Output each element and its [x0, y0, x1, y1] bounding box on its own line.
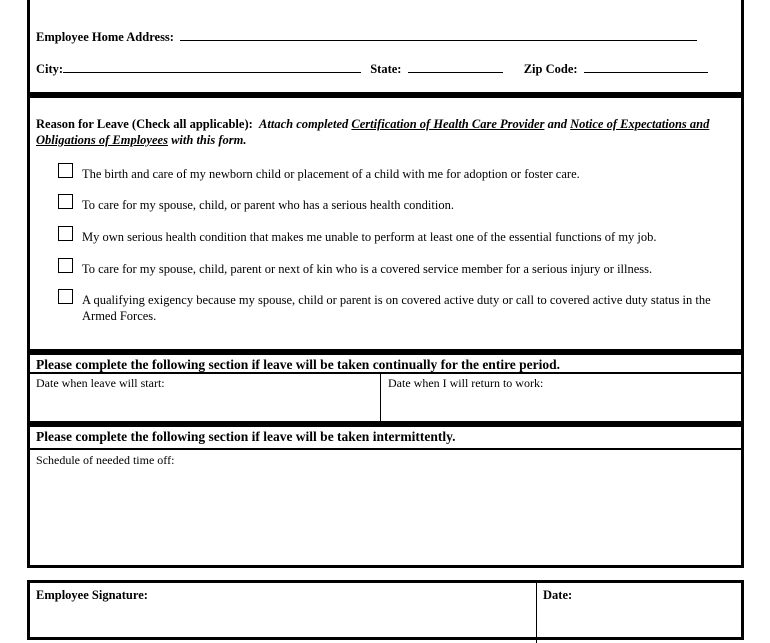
city-label: City:: [36, 62, 64, 76]
option-label: To care for my spouse, child, parent or next of kin who is a covered service member for a serious injury or illness.: [82, 262, 653, 276]
intermittent-section: [27, 424, 744, 568]
option-label: The birth and care of my newborn child or placement of a child with me for adoption or foster care.: [82, 167, 580, 181]
home-address-field[interactable]: [180, 29, 697, 41]
signature-date-label: Date:: [543, 588, 573, 602]
intermittent-divider: [30, 448, 741, 450]
address-section: [27, 0, 744, 95]
checkbox-service-member[interactable]: [58, 258, 73, 273]
checkbox-own-health[interactable]: [58, 226, 73, 241]
signature-label: Employee Signature:: [36, 588, 148, 602]
intermittent-heading: Please complete the following section if leave will be taken intermittently.: [36, 429, 456, 444]
continual-section: [27, 352, 744, 424]
option-label: To care for my spouse, child, or parent who has a serious health condition.: [82, 198, 454, 212]
schedule-label: Schedule of needed time off:: [36, 453, 175, 467]
checkbox-birth[interactable]: [58, 163, 73, 178]
city-field[interactable]: [63, 61, 361, 73]
signature-section: [27, 580, 744, 640]
attach-prefix: Attach completed: [259, 117, 349, 131]
and-word: and: [547, 117, 568, 131]
signature-column-divider: [536, 583, 537, 643]
continual-divider: [30, 372, 741, 374]
home-address-label: Employee Home Address:: [36, 30, 174, 44]
checkbox-family-care[interactable]: [58, 194, 73, 209]
leave-start-label: Date when leave will start:: [36, 376, 165, 390]
certification-link[interactable]: Certification of Health Care Provider: [351, 117, 545, 131]
notice-link[interactable]: Notice of Expectations and Obligations of Employees: [36, 117, 710, 147]
home-address-row: [36, 29, 697, 45]
zip-field[interactable]: [584, 61, 708, 73]
reason-section: [27, 95, 744, 352]
city-row: [36, 61, 708, 77]
reason-heading: [36, 116, 736, 148]
state-label: State:: [370, 62, 402, 76]
state-field[interactable]: [408, 61, 503, 73]
option-label: A qualifying exigency because my spouse, child or parent is on covered active duty or call to covered active duty status in the Armed Forces.: [82, 293, 711, 323]
attach-suffix: with this form.: [171, 133, 247, 147]
option-label: My own serious health condition that makes me unable to perform at least one of the essential functions of my job.: [82, 230, 657, 244]
zip-label: Zip Code:: [523, 62, 578, 76]
reason-title: Reason for Leave (Check all applicable):: [36, 117, 253, 131]
return-date-label: Date when I will return to work:: [388, 376, 544, 390]
continual-column-divider: [380, 373, 381, 421]
continual-heading: Please complete the following section if leave will be taken continually for the entire period.: [36, 357, 561, 372]
checkbox-exigency[interactable]: [58, 289, 73, 304]
